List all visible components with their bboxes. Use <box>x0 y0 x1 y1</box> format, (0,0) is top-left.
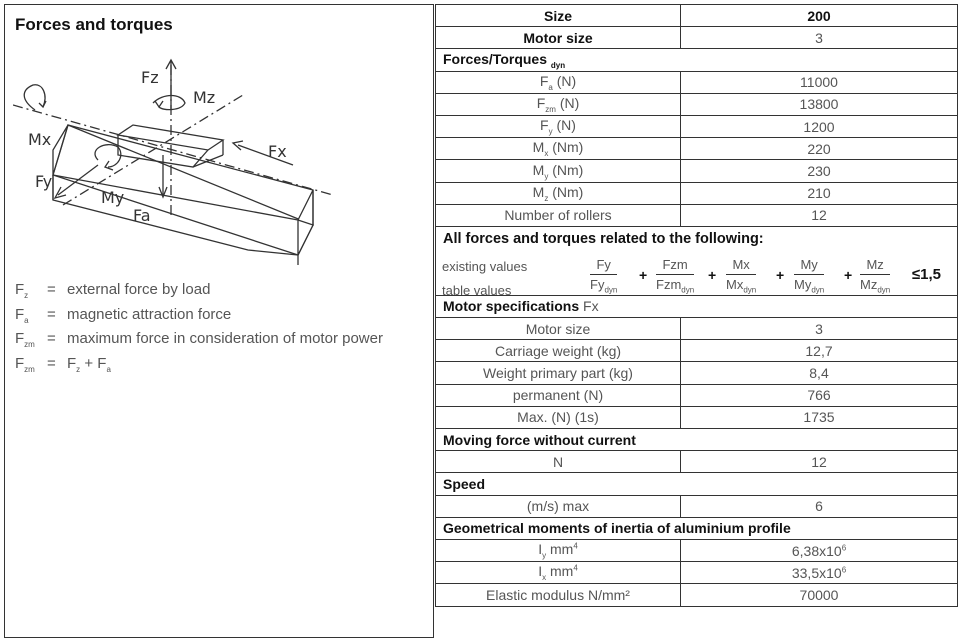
spec-label: Weight primary part (kg) <box>436 362 681 384</box>
section-speed: Speed <box>436 473 958 495</box>
speed-value: 6 <box>681 495 958 517</box>
torque-label: $M_y$ (Nm) <box>436 160 681 182</box>
fraction-mz: Mz $Mz_{dyn}$ <box>860 256 891 295</box>
size-value: 200 <box>681 5 958 27</box>
table-row <box>436 451 958 473</box>
spec-value: 766 <box>681 384 958 406</box>
table-row <box>436 49 958 71</box>
force-label: $F_a$ (N) <box>436 71 681 93</box>
table-row <box>436 93 958 115</box>
table-row <box>436 406 958 428</box>
torque-value: 220 <box>681 138 958 160</box>
force-value: 11000 <box>681 71 958 93</box>
legend-row: $F_{zm}$ = $F_z + F_a$ <box>15 354 111 374</box>
legend-row: $F_{zm}$ = maximum force in consideration of motor power <box>15 330 383 349</box>
label-fa: Fa <box>133 206 151 225</box>
label-fx: Fx <box>268 142 287 161</box>
moving-value: 12 <box>681 451 958 473</box>
elastic-label: Elastic modulus N/mm² <box>436 584 681 606</box>
force-label: $F_{zm}$ (N) <box>436 93 681 115</box>
label-fz: Fz <box>141 68 159 87</box>
panel-title: Forces and torques <box>15 15 173 34</box>
table-row <box>436 138 958 160</box>
fraction-fy: Fy $Fy_{dyn}$ <box>590 256 618 295</box>
table-row <box>436 115 958 137</box>
motor-size-label: Motor size <box>436 27 681 49</box>
force-value: 1200 <box>681 115 958 137</box>
table-row <box>436 473 958 495</box>
spec-value: 12,7 <box>681 340 958 362</box>
spec-label: Max. (N) (1s) <box>436 406 681 428</box>
inertia-label: $I_x$ $mm^4$ <box>436 562 681 584</box>
table-row <box>436 226 958 295</box>
legend-row: $F_a$ = magnetic attraction force <box>15 305 232 325</box>
force-value: 13800 <box>681 93 958 115</box>
label-my: My <box>101 188 125 207</box>
table-row <box>436 362 958 384</box>
plus-sign: + <box>639 266 648 283</box>
motor-size-value: 3 <box>681 27 958 49</box>
rollers-label: Number of rollers <box>436 204 681 226</box>
section-motor-spec: Motor specifications Fx <box>436 295 958 317</box>
spec-label: Motor size <box>436 318 681 340</box>
table-row <box>436 562 958 584</box>
rollers-value: 12 <box>681 204 958 226</box>
forces-diagram <box>13 55 343 265</box>
force-label: $F_y$ (N) <box>436 115 681 137</box>
table-row <box>436 71 958 93</box>
torque-label: $M_z$ (Nm) <box>436 182 681 204</box>
inertia-value: $33,5x10^6$ <box>681 562 958 584</box>
legend <box>15 281 383 379</box>
table-row <box>436 160 958 182</box>
section-forces: Forces/Torques $_{dyn}$ <box>436 49 958 71</box>
table-row <box>436 539 958 561</box>
table-row <box>436 340 958 362</box>
moving-label: N <box>436 451 681 473</box>
table-row <box>436 517 958 539</box>
torque-value: 230 <box>681 160 958 182</box>
inertia-value: $6,38x10^6$ <box>681 539 958 561</box>
inertia-label: $I_y$ $mm^4$ <box>436 539 681 561</box>
elastic-value: 70000 <box>681 584 958 606</box>
plus-sign: + <box>708 266 717 283</box>
load-formula <box>442 255 947 298</box>
fraction-fzm: Fzm Fzm$_{dyn}$ <box>656 256 695 295</box>
fraction-mx: Mx $Mx_{dyn}$ <box>726 256 757 295</box>
table-row <box>436 5 958 27</box>
formula-result: ≤1,5 <box>911 265 941 283</box>
table-row <box>436 584 958 606</box>
plus-sign: + <box>844 266 853 283</box>
speed-label: (m/s) max <box>436 495 681 517</box>
label-mx: Mx <box>28 130 52 149</box>
section-moving-force: Moving force without current <box>436 429 958 451</box>
spec-value: 8,4 <box>681 362 958 384</box>
size-label: Size <box>436 5 681 27</box>
label-fy: Fy <box>35 172 53 191</box>
torque-label: $M_x$ (Nm) <box>436 138 681 160</box>
legend-row: $F_z$ = external force by load <box>15 281 211 300</box>
formula-section <box>436 226 958 298</box>
formula-label-table: table values <box>442 282 512 298</box>
table-row <box>436 318 958 340</box>
table-row <box>436 27 958 49</box>
table-row <box>436 182 958 204</box>
spec-value: 1735 <box>681 406 958 428</box>
table-row <box>436 204 958 226</box>
plus-sign: + <box>776 266 785 283</box>
table-row <box>436 429 958 451</box>
table-row <box>436 384 958 406</box>
formula-label-existing: existing values <box>442 258 528 274</box>
spec-label: permanent (N) <box>436 384 681 406</box>
label-mz: Mz <box>193 88 216 107</box>
section-geometry: Geometrical moments of inertia of aluminium profile <box>436 517 958 539</box>
spec-value: 3 <box>681 318 958 340</box>
fraction-my: My $My_{dyn}$ <box>794 256 825 295</box>
formula-title: All forces and torques related to the following: <box>443 230 764 247</box>
spec-label: Carriage weight (kg) <box>436 340 681 362</box>
torque-value: 210 <box>681 182 958 204</box>
forces-torques-panel <box>4 4 434 638</box>
spec-table <box>435 4 958 607</box>
table-row <box>436 495 958 517</box>
